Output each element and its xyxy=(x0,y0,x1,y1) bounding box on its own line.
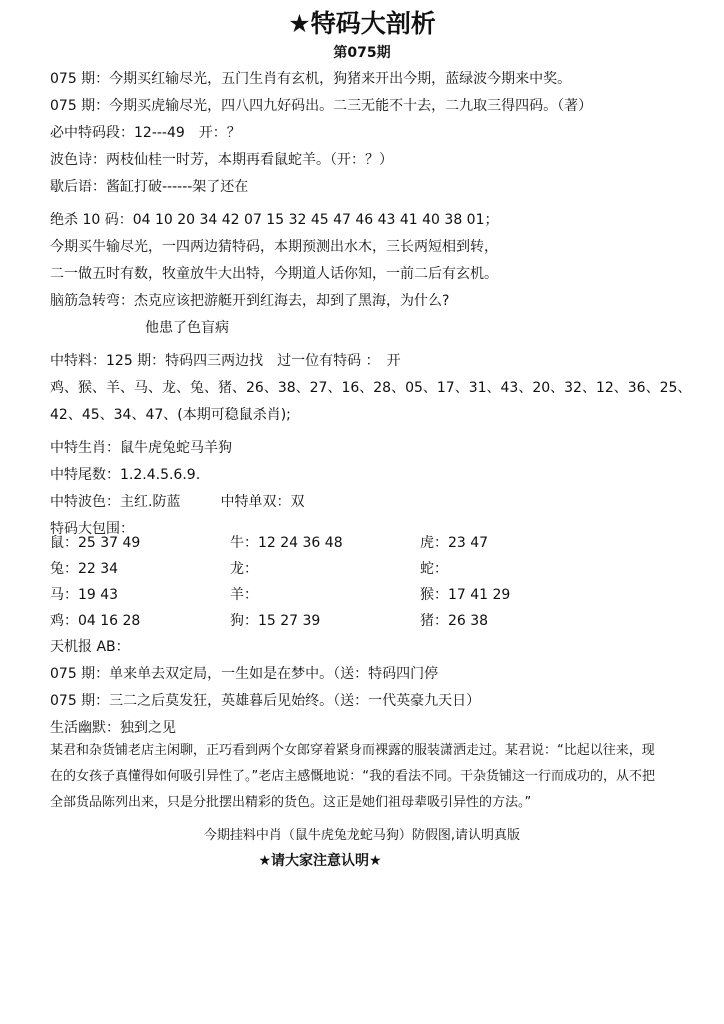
zodiac-cell: 龙： xyxy=(230,561,258,577)
main-content xyxy=(50,66,700,543)
attention-warning: ★请大家注意认明★ xyxy=(258,853,382,869)
page-title: ★特码大剖析 xyxy=(288,9,436,38)
line-code-range: 必中特码段：12---49 开：？ xyxy=(50,125,241,141)
zodiac-cell: 鸡：04 16 28 xyxy=(50,613,141,629)
line-zodiac-pick: 中特生肖：鼠牛虎兔蛇马羊狗 xyxy=(50,440,232,456)
line-riddle-answer: 他患了色盲病 xyxy=(145,320,229,336)
line-surround-title: 特码大包围： xyxy=(50,521,134,537)
zodiac-cell: 马：19 43 xyxy=(50,587,119,603)
zodiac-row xyxy=(50,608,690,634)
zodiac-row xyxy=(50,530,690,556)
line-red-poem: 075 期：今期买红输尽光，五门生肖有玄机，狗猪来开出今期，蓝绿波今期来中奖。 xyxy=(50,71,572,87)
zodiac-cell: 虎：23 47 xyxy=(420,535,489,551)
line-kill-ten: 绝杀 10 码：04 10 20 34 42 07 15 32 45 47 46 43 41 40 38 01； xyxy=(50,212,499,228)
zodiac-row xyxy=(50,556,690,582)
line-wave-odd-even xyxy=(50,489,700,516)
line-oracle-1: 075 期：单来单去双定局，一生如是在梦中。（送：特码四门停 xyxy=(50,666,439,682)
zodiac-row xyxy=(50,582,690,608)
zodiac-cell: 兔：22 34 xyxy=(50,561,119,577)
wave-color: 中特波色：主红.防蓝 xyxy=(50,494,181,510)
story-line: 在的女孩子真懂得如何吸引异性了。”老店主感慨地说：“我的看法不同。干杂货铺这一行而成功的，从不把 xyxy=(50,769,655,784)
line-oracle-title: 天机报 AB： xyxy=(50,639,130,655)
zodiac-grid xyxy=(50,530,690,634)
line-special-material: 中特料：125 期：特码四三两边找 过一位有特码 ： 开 xyxy=(50,353,401,369)
zodiac-cell: 猴：17 41 29 xyxy=(420,587,511,603)
line-humor-title: 生活幽默：独到之见 xyxy=(50,720,176,736)
zodiac-cell: 鼠：25 37 49 xyxy=(50,535,141,551)
line-oracle-2: 075 期：三二之后莫发狂，英雄暮后见始终。（送：一代英豪九天日） xyxy=(50,693,481,709)
zodiac-cell: 猪：26 38 xyxy=(420,613,489,629)
line-wave-poem: 波色诗：两枝仙桂一时芳，本期再看鼠蛇羊。（开：？） xyxy=(50,152,393,168)
line-number-list-1: 鸡、猴、羊、马、龙、兔、猪、26、38、27、16、28、05、17、31、43、20、32、12、36、25、 xyxy=(50,380,692,396)
zodiac-cell: 蛇： xyxy=(420,561,448,577)
zodiac-cell: 牛：12 24 36 48 xyxy=(230,535,343,551)
story-line: 某君和杂货铺老店主闲聊，正巧看到两个女郎穿着紧身而裸露的服装潇洒走过。某君说：“比起以往来，现 xyxy=(50,743,655,758)
line-ox-poem-2: 二一做五时有数，牧童放牛大出特，今期道人话你知，一前二后有玄机。 xyxy=(50,266,498,282)
anti-fake-note: 今期挂料中肖（鼠牛虎兔龙蛇马狗）防假图,请认明真版 xyxy=(203,828,521,843)
issue-number: 第075期 xyxy=(333,45,391,61)
line-tail-numbers: 中特尾数：1.2.4.5.6.9. xyxy=(50,467,201,483)
line-riddle: 脑筋急转弯：杰克应该把游艇开到红海去，却到了黑海，为什么? xyxy=(50,293,450,309)
line-tiger-poem: 075 期：今期买虎输尽光，四八四九好码出。二三无能不十去，二九取三得四码。（著） xyxy=(50,98,593,114)
oracle-section xyxy=(50,634,700,742)
zodiac-cell: 羊： xyxy=(230,587,258,603)
line-proverb: 歇后语：酱缸打破------架了还在 xyxy=(50,179,249,195)
line-ox-poem-1: 今期买牛输尽光，一四两边猜特码，本期预测出水木，三长两短相到转， xyxy=(50,239,498,255)
line-number-list-2: 42、45、34、47、(本期可稳鼠杀肖); xyxy=(50,407,291,423)
odd-even: 中特单双：双 xyxy=(220,494,305,510)
humor-story xyxy=(50,738,700,816)
zodiac-cell: 狗：15 27 39 xyxy=(230,613,321,629)
story-line: 全部货品陈列出来，只是分批摆出精彩的货色。这正是她们祖母辈吸引异性的方法。” xyxy=(50,795,532,810)
